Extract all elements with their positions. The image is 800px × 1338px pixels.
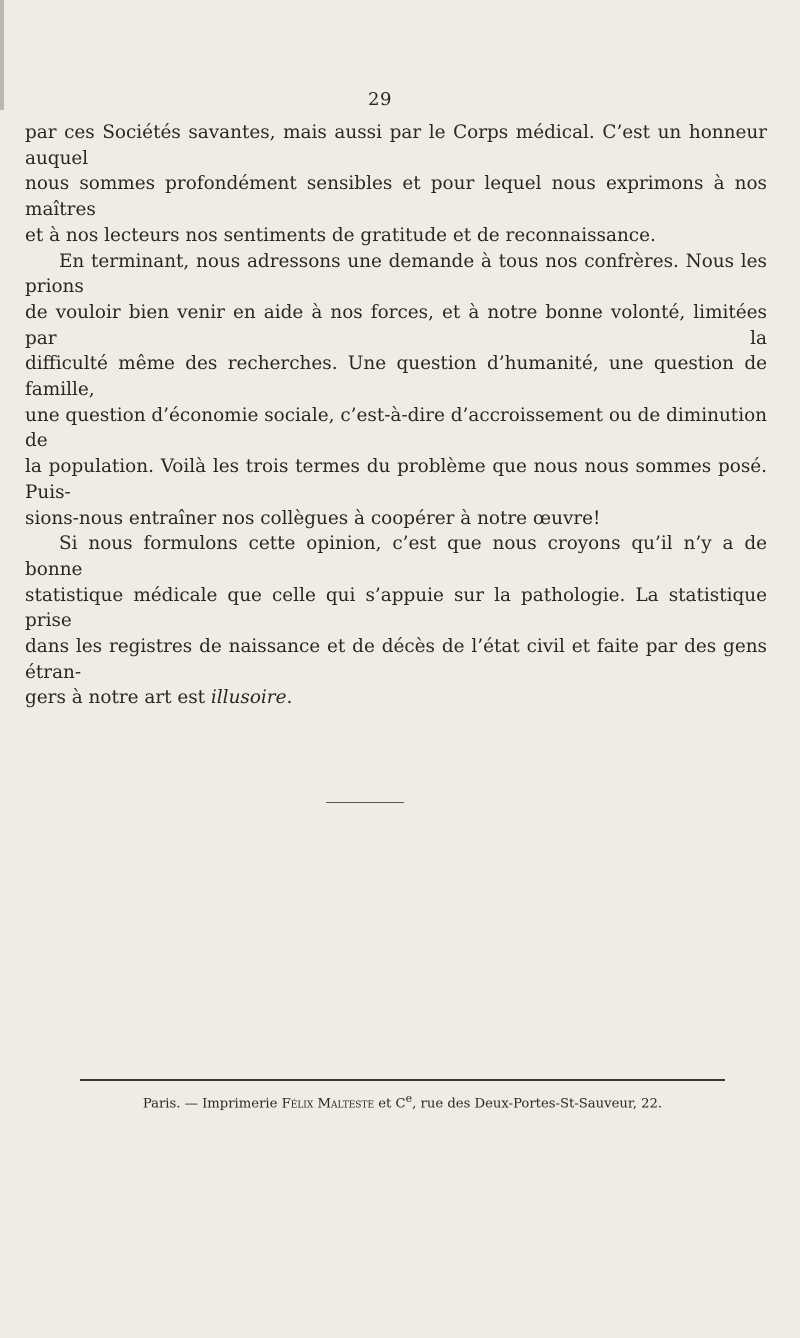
emphasis-illusoire: illusoire [210, 687, 287, 709]
paragraph-3-line-4: gers à notre art est illusoire. [25, 687, 293, 709]
colophon-printer-first-name: Félix [281, 1096, 314, 1112]
colophon-address: , rue des Deux-Portes-St-Sauveur, 22. [412, 1096, 663, 1112]
page-number: 29 [368, 89, 392, 110]
colophon-rule [80, 1079, 725, 1081]
colophon-city: Paris. [142, 1096, 181, 1112]
paragraph-2-line-3: difficulté même des recherches. Une question d’humanité, une question de famille, [25, 353, 767, 401]
paragraph-2-line-1: En terminant, nous adressons une demande à tous nos confrères. Nous les prions [25, 250, 767, 298]
short-divider-rule [326, 802, 404, 803]
colophon-printer-last-name: Malteste [317, 1096, 375, 1112]
printer-colophon [80, 1092, 725, 1111]
paragraph-2-line-5: la population. Voilà les trois termes du problème que nous nous sommes posé. Puis- [25, 456, 767, 503]
paragraph-3-line-3: dans les registres de naissance et de décès de l’état civil et faite par des gens étran- [25, 636, 767, 683]
paragraph-2-line-4: une question d’économie sociale, c’est-à-dire d’accroissement ou de diminution de [25, 404, 767, 452]
colophon-company-prefix: et C [378, 1096, 406, 1112]
paragraph-2-line-6: sions-nous entraîner nos collègues à coopérer à notre œuvre! [25, 507, 601, 529]
paragraph-1-line-1: par ces Sociétés savantes, mais aussi par le Corps médical. C’est un honneur auquel [25, 122, 767, 169]
colophon-dash: — [184, 1096, 198, 1112]
paragraph-2-line-2: de vouloir bien venir en aide à nos forces, et à notre bonne volonté, limitées par la [25, 301, 767, 349]
paragraph-1-line-3: et à nos lecteurs nos sentiments de gratitude et de reconnaissance. [25, 224, 656, 246]
paragraph-1-line-2: nous sommes profondément sensibles et pour lequel nous exprimons à nos maîtres [25, 173, 767, 221]
colophon-imprimerie: Imprimerie [202, 1096, 278, 1112]
colophon-company-sup: e [405, 1092, 413, 1105]
body-text [25, 120, 767, 711]
paragraph-3-line-2: statistique médicale que celle qui s’appuie sur la pathologie. La statistique prise [25, 584, 767, 632]
paragraph-3-line-1: Si nous formulons cette opinion, c’est que nous croyons qu’il n’y a de bonne [25, 533, 767, 580]
paragraph-3-end: . [286, 687, 293, 709]
